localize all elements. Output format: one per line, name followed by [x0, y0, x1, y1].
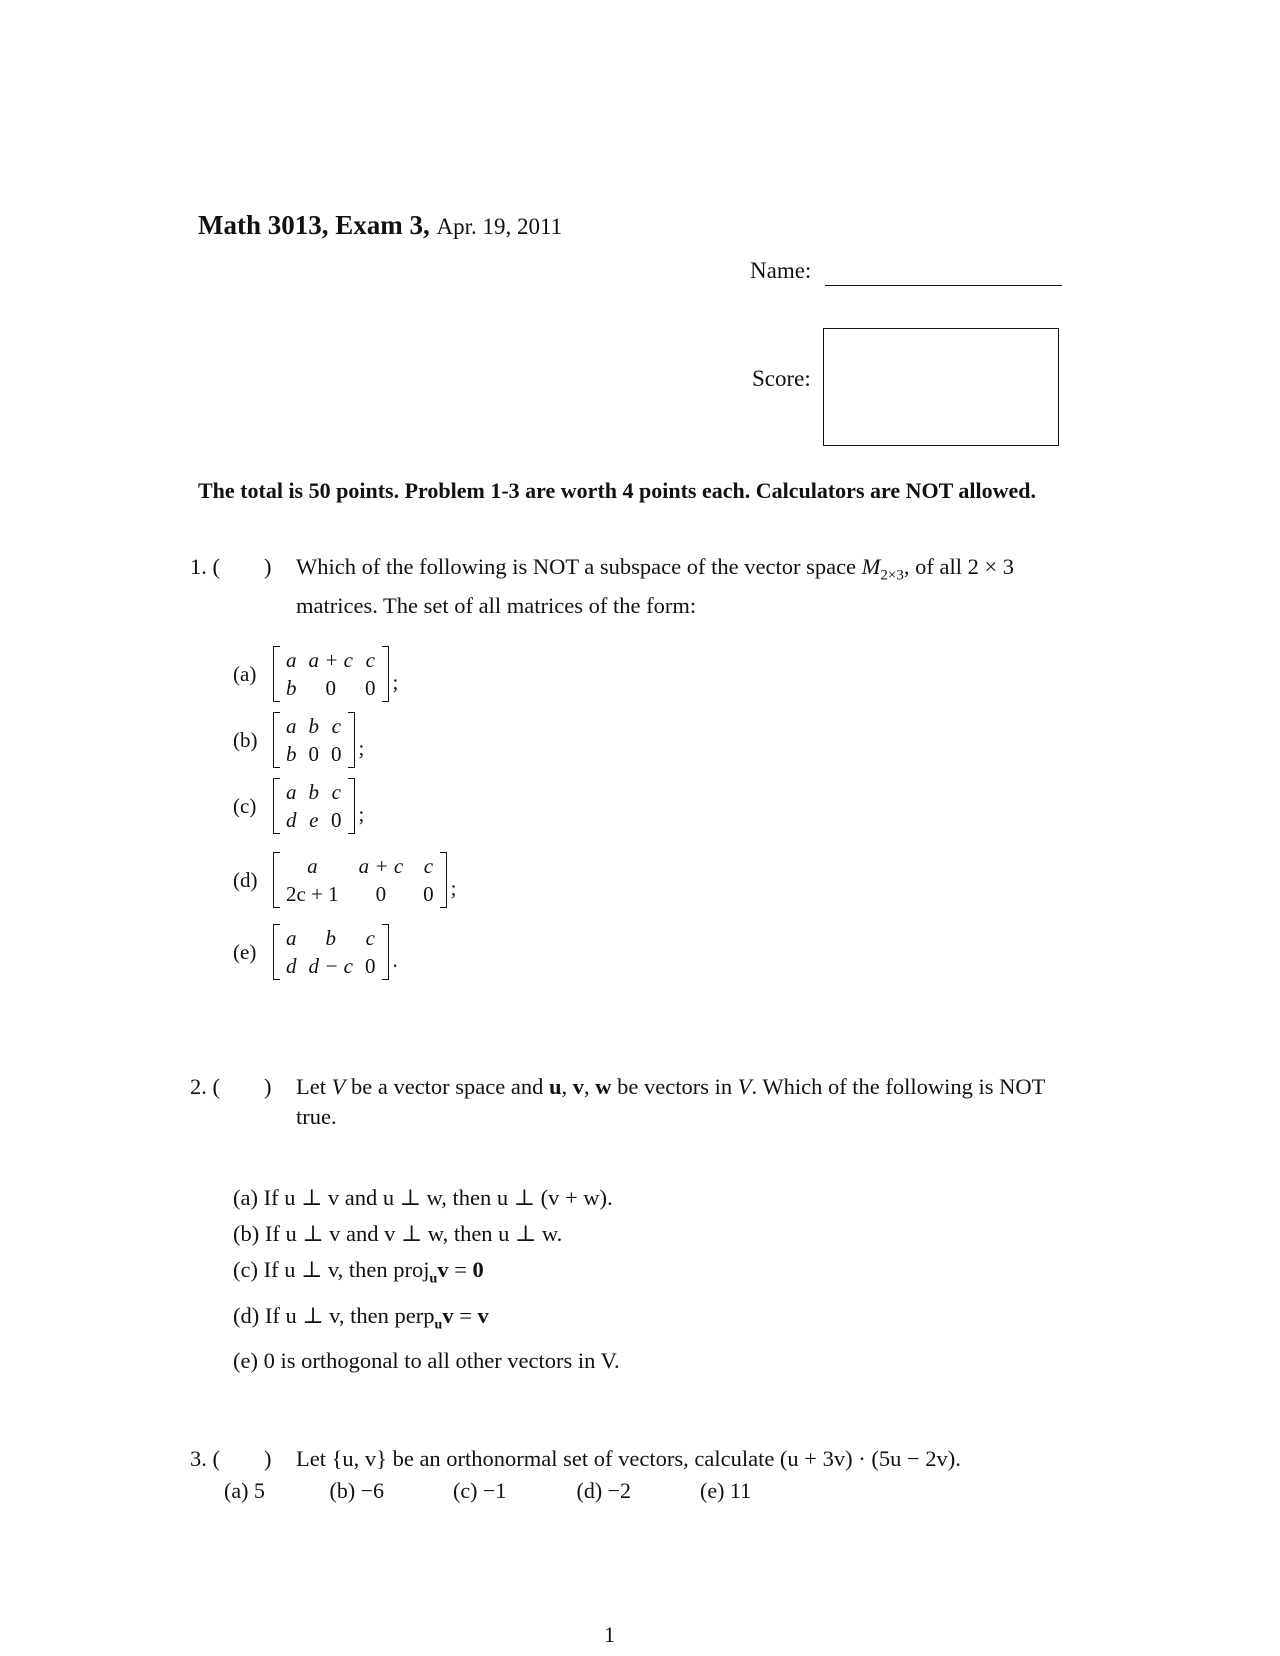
- matrix: a b c b 0 0: [273, 712, 355, 768]
- question-1-number: 1. ( ): [190, 554, 272, 579]
- question-3: [190, 1444, 1062, 1474]
- q2-option-c[interactable]: (c) If u ⊥ v, then proj$_u$v = 0: [233, 1257, 484, 1287]
- q2-option-e[interactable]: (e) 0 is orthogonal to all other vectors in V.: [233, 1348, 620, 1373]
- question-1: [190, 552, 1062, 621]
- exam-title: [198, 210, 562, 241]
- name-underline[interactable]: [825, 285, 1062, 286]
- q1-option-a[interactable]: (a) a a + c c b 0 0 ;: [233, 648, 399, 700]
- q3-option-c[interactable]: (c) −1: [453, 1478, 507, 1503]
- matrix: a b c d d − c 0: [273, 924, 389, 980]
- matrix: a a + c c 2c + 1 0 0: [273, 852, 447, 908]
- option-label: (c): [233, 793, 257, 818]
- q1-option-c[interactable]: (c) a b c d e 0 ;: [233, 780, 365, 832]
- q1-option-b[interactable]: (b) a b c b 0 0 ;: [233, 714, 365, 766]
- q3-option-b[interactable]: (b) −6: [329, 1478, 385, 1503]
- question-2: [190, 1072, 1062, 1132]
- question-2-number: 2. ( ): [190, 1074, 272, 1099]
- q3-option-d[interactable]: (d) −2: [576, 1478, 632, 1503]
- question-3-number: 3. ( ): [190, 1446, 272, 1471]
- q3-option-a[interactable]: (a) 5: [224, 1478, 265, 1503]
- question-3-text: Let {u, v} be an orthonormal set of vectors, calculate (u + 3v) · (5u − 2v).: [296, 1446, 961, 1471]
- q1-option-d[interactable]: (d) a a + c c 2c + 1 0 0 ;: [233, 854, 457, 906]
- q3-options: [224, 1478, 751, 1504]
- q2-option-b[interactable]: (b) If u ⊥ v and v ⊥ w, then u ⊥ w.: [233, 1221, 563, 1246]
- matrix: a a + c c b 0 0: [273, 646, 389, 702]
- exam-course: Math 3013, Exam 3,: [198, 210, 430, 240]
- q3-option-e[interactable]: (e) 11: [700, 1478, 752, 1503]
- option-label: (a): [233, 661, 257, 686]
- score-box[interactable]: [823, 328, 1059, 446]
- option-label: (b): [233, 727, 258, 752]
- q1-option-e[interactable]: (e) a b c d d − c 0 .: [233, 926, 398, 978]
- q2-option-d[interactable]: (d) If u ⊥ v, then perp$_u$v = v: [233, 1302, 489, 1332]
- q2-option-a[interactable]: (a) If u ⊥ v and u ⊥ w, then u ⊥ (v + w).: [233, 1185, 613, 1210]
- name-field[interactable]: [750, 258, 1062, 290]
- name-label: Name:: [750, 258, 812, 283]
- option-label: (d): [233, 867, 258, 892]
- page-number: 1: [604, 1622, 615, 1647]
- exam-date: Apr. 19, 2011: [436, 214, 563, 239]
- option-label: (e): [233, 939, 257, 964]
- q2-options: [233, 1180, 620, 1379]
- instructions: The total is 50 points. Problem 1-3 are worth 4 points each. Calculators are NOT allowed.: [198, 478, 1037, 503]
- matrix: a b c d e 0: [273, 778, 355, 834]
- question-1-text: Which of the following is NOT a subspace of the vector space $M_{2\times 3}$, of all 2 × 3 matrices. The set of all matrices of the form:: [296, 554, 1015, 618]
- question-2-text: Let V be a vector space and u, v, w be vectors in V. Which of the following is NOT true.: [296, 1074, 1046, 1129]
- score-label: Score:: [752, 366, 811, 391]
